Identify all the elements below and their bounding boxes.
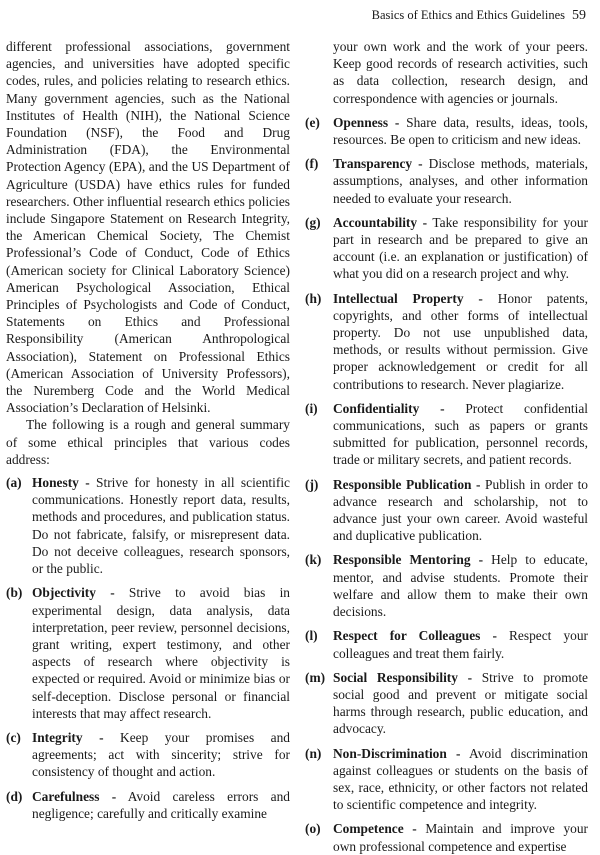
item-letter: (k) [305, 552, 322, 568]
item-text: Strive for honesty in all scientific communications. Honestly report data, results, methods and procedures, and publication status. Do not fabricate, falsify, or misrepresent data. Do not deceive colleagues, research sponsors, or the public. [32, 475, 290, 577]
item-letter: (f) [305, 156, 319, 172]
item-text: Strive to avoid bias in experimental design, data analysis, data interpretation, peer review, personnel decisions, grant writing, expert testimony, and other aspects of research where objectivity is expected or required. Avoid or minimize bias or self-deception. Disclose personal or financial interests that may affect research. [32, 585, 290, 721]
item-letter: (d) [6, 788, 23, 804]
item-term: Respect for Colleagues - [333, 628, 497, 644]
item-term: Social Responsibility - [333, 669, 473, 685]
item-text: Maintain and improve your own professional competence and expertise [333, 821, 588, 854]
item-letter: (h) [305, 290, 322, 306]
item-text: Respect your colleagues and treat them fairly. [333, 628, 588, 661]
item-term: Accountability - [333, 214, 428, 230]
principle-item-competence [305, 820, 588, 854]
intro-paragraph: different professional associations, government agencies, and universities have adopted specific codes, rules, and policies relating to research ethics. Many government agencies, such as the National Institutes of Health (NIH), the National Science Foundation (NSF), the Food and Drug Administration (FDA), the Environmental Protection Agency (EPA), and the US Department of Agriculture (USDA) have ethics rules for funded researchers. Other influential research ethics policies include Singapore Statement on Research Integrity, the American Chemical Society, The Chemist Professional’s Code of Conduct, Code of Ethics (American society for Clinical Laboratory Science) American Psychological Association, Ethical Principles of Psychologists and Code of Conduct, Statements on Ethics and Professional Responsibility (American Anthropological Association), Statement on Professional Ethics (American Association of University Professors), the Nuremberg Code and the World Medical Association’s Declaration of Helsinki. [6, 39, 290, 416]
item-text: Honor patents, copyrights, and other forms of intellectual property. Do not use unpublished data, methods, or results without permission. Give proper acknowledgement or credit for all contributions to research. Never plagiarize. [333, 290, 588, 392]
item-term: Transparency - [333, 156, 423, 172]
item-letter: (c) [6, 729, 21, 745]
item-text: Publish in order to advance research and scholarship, not to advance just your own career. Avoid wasteful and duplicative publication. [333, 476, 588, 544]
principle-item-integrity [6, 729, 290, 781]
item-term: Integrity - [32, 729, 104, 745]
continuation-text: your own work and the work of your peers. Keep good records of research activities, such as data collection, research design, and correspondence with agencies or journals. [333, 39, 588, 106]
item-term: Honesty - [32, 475, 90, 491]
item-text: Strive to promote social good and prevent or mitigate social harms through research, public education, and advocacy. [333, 669, 588, 737]
item-letter: (j) [305, 476, 319, 492]
principle-item-responsible-publication [305, 476, 588, 545]
running-header [372, 8, 586, 24]
principle-item-respect-for-colleagues [305, 627, 588, 661]
item-text: Keep your promises and agreements; act with sincerity; strive for consistency of thought and action. [32, 729, 290, 780]
item-letter: (l) [305, 628, 318, 644]
item-letter: (a) [6, 475, 22, 491]
item-term: Objectivity - [32, 585, 115, 601]
item-letter: (n) [305, 745, 322, 761]
item-term: Non-Discrimination - [333, 745, 461, 761]
principle-item-accountability [305, 214, 588, 283]
principle-item-intellectual-property [305, 290, 588, 393]
running-header-title: Basics of Ethics and Ethics Guidelines [371, 8, 565, 22]
page-number: 59 [572, 8, 586, 23]
item-text: Avoid careless errors and negligence; carefully and critically examine [32, 788, 290, 821]
principle-item-social-responsibility [305, 669, 588, 738]
principle-item-carefulness [6, 788, 290, 822]
principle-item-confidentiality [305, 400, 588, 469]
item-letter: (o) [305, 821, 321, 837]
item-text: Avoid discrimination against colleagues or students on the basis of sex, race, ethnicity, or other factors not related to scientific competence and integrity. [333, 745, 588, 813]
item-letter: (m) [305, 669, 326, 685]
principle-item-honesty [6, 474, 290, 577]
principle-item-objectivity [6, 584, 290, 722]
item-letter: (g) [305, 214, 321, 230]
item-text: Disclose methods, materials, assumptions, analyses, and other information needed to evaluate your research. [333, 156, 588, 206]
item-letter: (e) [305, 114, 320, 130]
item-letter: (b) [6, 585, 23, 601]
item-text: Help to educate, mentor, and advise students. Promote their welfare and allow them to make their own decisions. [333, 552, 588, 620]
left-column [6, 38, 290, 822]
item-term: Intellectual Property - [333, 290, 483, 306]
item-term: Carefulness - [32, 788, 117, 804]
item-term: Confidentiality - [333, 400, 445, 416]
summary-paragraph: The following is a rough and general summary of some ethical principles that various codes address: [6, 417, 290, 467]
item-text: Share data, results, ideas, tools, resources. Be open to criticism and new ideas. [333, 114, 589, 148]
item-text: Protect confidential communications, such as papers or grants submitted for publication, personnel records, trade or military secrets, and patient records. [333, 400, 588, 468]
principle-item-openness [305, 114, 588, 148]
item-term: Responsible Publication - [333, 476, 481, 492]
item-text: Take responsibility for your part in research and be prepared to give an account (i.e. an explanation or justification) of what you did on a research project and why. [333, 214, 588, 282]
principle-item-transparency [305, 155, 588, 207]
principle-item-non-discrimination [305, 745, 588, 814]
item-term: Competence - [333, 821, 417, 837]
item-term: Openness - [333, 114, 400, 130]
item-letter: (i) [305, 400, 318, 416]
carefulness-continuation [305, 38, 588, 107]
item-term: Responsible Mentoring - [333, 552, 484, 568]
principle-item-responsible-mentoring [305, 551, 588, 620]
right-column [305, 38, 588, 855]
